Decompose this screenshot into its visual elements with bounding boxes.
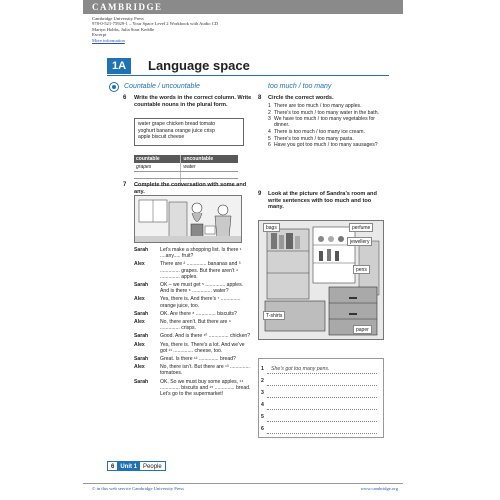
speaker: Alex — [134, 364, 145, 371]
section-title-too-much: too much / too many — [268, 83, 332, 90]
table-cell[interactable] — [181, 172, 238, 179]
item-number: 4 — [268, 129, 271, 136]
speaker: Sarah — [134, 356, 149, 363]
unit-label: Unit 1 — [117, 462, 140, 470]
website-link[interactable]: www.cambridge.org — [360, 486, 398, 491]
unit-topic: People — [143, 464, 162, 470]
item-text: Have you got too much / too many sausages? — [274, 142, 378, 149]
dialogue-text: Yes, there is. And there’s ⁷ .............. orange juice, too. — [160, 296, 241, 309]
list-item[interactable] — [268, 103, 388, 109]
table-header: countable — [134, 155, 181, 163]
word: apple — [138, 134, 151, 140]
item-number: 2 — [268, 109, 271, 116]
item-text: We have too much / too many vegetables for dinner. — [274, 116, 375, 129]
dialogue-text: Good. And is there ¹⁰ .............. chicken? — [160, 333, 251, 340]
dialogue-text: There are ² .............. bananas and ³ .............. grapes. But there aren’t ⁴ .............. apples. — [160, 261, 241, 280]
page-title: Language space — [148, 58, 250, 73]
list-item[interactable] — [268, 142, 388, 148]
meta-line: Cambridge University Press — [92, 16, 144, 21]
dialogue-text: Let’s make a shopping list. Is there ¹ ....any..... fruit? — [160, 247, 242, 260]
page-footer-tag — [107, 461, 166, 471]
item-number: 1 — [268, 103, 271, 109]
audio-cd-icon — [109, 82, 119, 92]
title-divider — [107, 75, 389, 76]
dialogue-line — [134, 364, 252, 376]
answer-text: She’s got too many pens. — [271, 366, 330, 372]
dialogue-text: No, there isn’t. But there are ¹³ .............. tomatoes. — [160, 364, 250, 377]
list-item[interactable] — [268, 136, 388, 142]
item-text: There’s too much / too many water in the bath. — [274, 109, 379, 116]
answer-line[interactable] — [261, 377, 377, 386]
question-number: 7 — [123, 182, 127, 188]
dialogue-text: No, there aren’t. But there are ⁹ .............. crisps. — [160, 319, 231, 332]
item-text: There’s too much / too many pasta. — [274, 135, 354, 142]
dialogue-text: OK. Are there ⁸ .............. biscuits? — [160, 310, 237, 317]
word: chicken — [166, 121, 184, 127]
dialogue-line — [134, 311, 252, 317]
answer-number: 6 — [261, 426, 264, 432]
table-header: uncountable — [181, 155, 238, 163]
picture-label: paper — [353, 325, 372, 334]
question-number: 9 — [258, 191, 262, 197]
question-number: 6 — [123, 95, 127, 101]
answer-number: 2 — [261, 378, 264, 384]
list-item[interactable] — [268, 116, 388, 129]
speaker: Sarah — [134, 247, 149, 253]
word: bread — [185, 121, 199, 127]
table-cell: grapes — [134, 163, 181, 172]
picture-label: T-shirts — [263, 311, 285, 320]
dialogue-text: Great. Is there ¹² .............. bread? — [160, 356, 236, 363]
word: crisp — [204, 127, 215, 134]
kitchen-illustration — [134, 195, 242, 243]
dialogue-line — [134, 333, 252, 339]
list-item[interactable] — [268, 129, 388, 135]
dialogue-line — [134, 282, 252, 294]
speaker: Sarah — [134, 310, 149, 317]
answer-number: 1 — [261, 366, 264, 372]
picture-label: pens — [353, 265, 370, 274]
word-box — [134, 118, 244, 146]
item-number: 6 — [268, 142, 271, 149]
table-cell[interactable] — [134, 172, 181, 179]
dialogue-line — [134, 356, 252, 362]
dialogue-line — [134, 296, 252, 308]
item-text: There is too much / too many ice cream. — [274, 129, 365, 136]
meta-line: Excerpt — [92, 32, 107, 38]
book-metadata — [92, 16, 218, 43]
item-number: 5 — [268, 135, 271, 142]
question-9-instruction: Look at the picture of Sandra’s room and write sentences with too much and too many. — [268, 191, 377, 211]
word: water — [138, 121, 151, 127]
meta-line: Martyn Hobbs, Julia Starr Keddle — [92, 26, 155, 32]
word: banana — [156, 127, 174, 134]
dialogue-text: OK. So we must buy some apples, ¹⁴ .............. biscuits and ¹⁵ .............. bread. Let’s go to the supermarket! — [160, 378, 251, 398]
word: orange juice — [174, 127, 203, 134]
meta-line: 978-0-521-75929-1 – Your Space Level 2 Workbook with Audio CD — [92, 21, 219, 27]
speaker: Sarah — [134, 378, 149, 385]
answer-line[interactable] — [261, 401, 377, 410]
section-title-countable: Countable / uncountable — [124, 83, 200, 90]
dialogue-line — [134, 261, 252, 280]
word: cheese — [167, 134, 185, 140]
dialogue-text: OK – we must get ⁵ .............. apples. And is there ⁶ .............. water? — [160, 282, 244, 295]
dialogue-line — [134, 319, 252, 331]
word: yoghurt — [138, 127, 155, 134]
unit-code-badge: 1A — [107, 58, 131, 74]
word: biscuit — [151, 134, 167, 140]
answer-line[interactable] — [261, 425, 377, 434]
question-7-instruction: Complete the conversation with some and any. — [134, 182, 247, 195]
more-info-link[interactable]: More information — [92, 37, 125, 43]
answer-number: 4 — [261, 402, 264, 408]
list-item[interactable] — [268, 110, 388, 116]
question-number: 8 — [258, 95, 262, 101]
answer-number: 3 — [261, 390, 264, 396]
answer-line[interactable] — [261, 389, 377, 398]
speaker: Sarah — [134, 282, 149, 289]
answer-line[interactable] — [261, 365, 377, 374]
brand-name: CAMBRIDGE — [92, 2, 163, 12]
dialogue-line — [134, 379, 252, 398]
dialogue-text: Yes, there is. There’s a lot. And we’ve got ¹¹ .............. cheese, too. — [160, 341, 245, 354]
picture-label: jewellery — [347, 237, 372, 246]
question-8-instruction: Circle the correct words. — [268, 95, 334, 101]
speaker: Alex — [134, 261, 145, 268]
copyright-link[interactable]: © in this web service Cambridge University Press — [92, 486, 184, 491]
speaker: Alex — [134, 319, 145, 326]
table-cell: water — [181, 163, 238, 172]
circle-words-list — [268, 103, 388, 149]
answer-line[interactable] — [261, 413, 377, 422]
item-number: 3 — [268, 116, 271, 123]
dialogue-line — [134, 247, 252, 259]
answer-box — [258, 358, 384, 438]
dialogue-line — [134, 342, 252, 354]
picture-label: bags — [263, 223, 280, 232]
word: grape — [151, 121, 165, 127]
conversation — [134, 247, 252, 399]
question-6-instruction: Write the words in the correct column. Write countable nouns in the plural form. — [134, 95, 252, 108]
word: tomato — [199, 121, 216, 127]
speaker: Alex — [134, 296, 145, 303]
bedroom-illustration — [258, 220, 384, 340]
picture-label: perfume — [349, 223, 373, 232]
footer-divider — [83, 483, 403, 484]
speaker: Alex — [134, 341, 145, 348]
page-number: 6 — [111, 464, 115, 470]
speaker: Sarah — [134, 333, 149, 340]
item-text: There are too much / too many apples. — [274, 103, 362, 109]
answer-number: 5 — [261, 414, 264, 420]
